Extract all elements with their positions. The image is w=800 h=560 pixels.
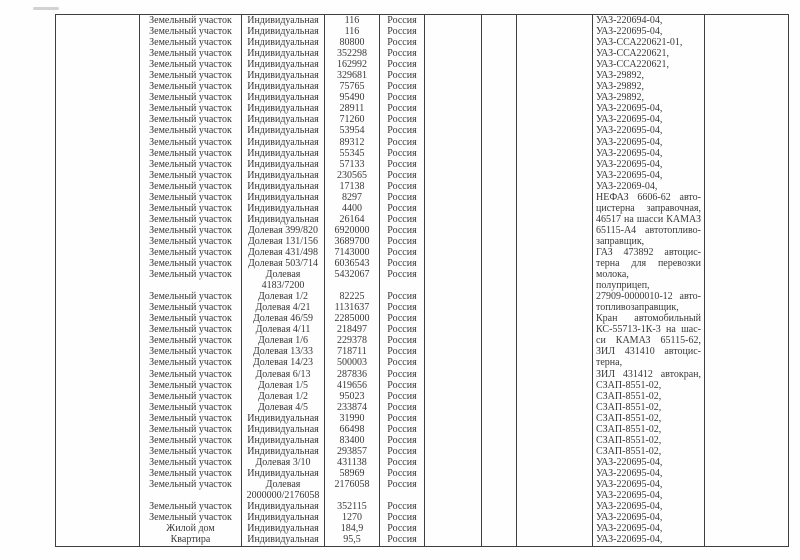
column-6-empty <box>425 15 482 546</box>
country-cell: Россия <box>387 523 417 535</box>
area-cell: 80800 <box>339 37 365 49</box>
area-cell: 1270 <box>342 512 362 524</box>
country-cell: Россия <box>387 70 417 82</box>
vehicle-line: КС-55713-1К-3 на шас- <box>596 324 701 336</box>
area-cell: 2285000 <box>334 313 370 325</box>
ownership-type-cell: Индивидуальная <box>247 114 319 126</box>
ownership-type-cell: Долевая 4/11 <box>255 324 311 336</box>
ownership-type-cell: Индивидуальная <box>247 523 319 535</box>
vehicle-line: ЗИЛ 431412 автокран, <box>596 368 701 380</box>
ownership-type-cell: Индивидуальная <box>247 147 319 159</box>
country-cell: Россия <box>387 302 417 314</box>
area-cell: 3689700 <box>334 235 370 247</box>
country-cell <box>380 490 424 501</box>
property-type-cell: Земельный участок <box>149 158 232 170</box>
ownership-type-cell: Индивидуальная <box>247 158 319 170</box>
area-cell: 95023 <box>339 390 365 402</box>
country-cell: Россия <box>387 169 417 181</box>
area-cell <box>325 280 379 291</box>
country-cell: Россия <box>387 445 417 457</box>
country-cell: Россия <box>387 246 417 258</box>
vehicle-line: УАЗ-29892, <box>596 81 644 93</box>
property-type-cell: Земельный участок <box>149 136 232 148</box>
ownership-type-cell: Индивидуальная <box>247 180 319 192</box>
area-cell <box>325 490 379 501</box>
area-cell: 352115 <box>337 501 367 513</box>
area-cell: 287836 <box>337 368 367 380</box>
scan-artifact <box>33 7 59 10</box>
ownership-type-cell: Долевая <box>265 269 301 281</box>
vehicle-line: УАЗ-220695-04, <box>596 501 663 513</box>
ownership-type-cell: Долевая 399/820 <box>247 224 319 236</box>
column-ownership-type <box>242 15 325 546</box>
vehicle-line: УАЗ-220695-04, <box>596 523 663 535</box>
vehicle-line: Кран автомобильный <box>596 313 701 325</box>
country-cell: Россия <box>387 467 417 479</box>
area-cell: 7143000 <box>334 246 370 258</box>
area-cell: 26164 <box>339 213 365 225</box>
vehicle-line: УАЗ-220695-04, <box>596 114 663 126</box>
vehicle-line: УАЗ-220694-04, <box>596 15 663 26</box>
area-cell: 2176058 <box>334 478 370 490</box>
ownership-type-cell: Индивидуальная <box>247 467 319 479</box>
area-cell: 184,9 <box>340 523 364 535</box>
ownership-type-cell: Индивидуальная <box>247 445 319 457</box>
ownership-type-cell: Индивидуальная <box>247 512 319 524</box>
property-type-cell: Земельный участок <box>149 202 232 214</box>
vehicle-line: молока, <box>596 269 629 281</box>
country-cell: Россия <box>387 213 417 225</box>
vehicle-line: СЗАП-8551-02, <box>596 379 662 391</box>
ownership-type-cell: Долевая 1/2 <box>257 291 309 303</box>
ownership-type-cell: Долевая 4/5 <box>257 401 309 413</box>
ownership-type-cell: Индивидуальная <box>247 70 319 82</box>
column-country <box>380 15 425 546</box>
vehicle-line: полуприцеп, <box>596 280 650 292</box>
country-cell: Россия <box>387 313 417 325</box>
ownership-type-cell: Индивидуальная <box>247 213 319 225</box>
area-cell: 293857 <box>337 445 367 457</box>
property-type-cell: Земельный участок <box>149 291 232 303</box>
country-cell: Россия <box>387 534 417 546</box>
property-type-cell: Земельный участок <box>149 81 232 93</box>
country-cell: Россия <box>387 59 417 71</box>
area-cell: 116 <box>344 15 360 26</box>
vehicle-line: заправщик, <box>596 235 645 247</box>
column-10-empty <box>705 15 788 546</box>
country-cell: Россия <box>387 401 417 413</box>
property-type-cell: Земельный участок <box>149 423 232 435</box>
ownership-type-cell: Индивидуальная <box>247 434 319 446</box>
property-type-cell: Земельный участок <box>149 92 232 104</box>
area-cell: 431138 <box>337 456 367 468</box>
area-cell: 75765 <box>339 81 365 93</box>
ownership-type-cell: Долевая 1/2 <box>257 390 309 402</box>
country-cell: Россия <box>387 346 417 358</box>
property-type-cell: Земельный участок <box>149 467 232 479</box>
ownership-type-cell: Индивидуальная <box>247 412 319 424</box>
area-cell: 95,5 <box>343 534 361 546</box>
vehicle-line: ГАЗ 473892 автоцис- <box>596 246 701 258</box>
vehicle-line: СЗАП-8551-02, <box>596 401 662 413</box>
vehicle-line: СЗАП-8551-02, <box>596 423 662 435</box>
ownership-type-cell: Долевая 4/21 <box>255 302 311 314</box>
vehicle-line: 27909-0000010-12 авто- <box>596 291 701 303</box>
ownership-type-cell: Индивидуальная <box>247 26 319 38</box>
property-type-cell: Земельный участок <box>149 478 232 490</box>
country-cell: Россия <box>387 478 417 490</box>
ownership-type-cell: Долевая 1/5 <box>257 379 309 391</box>
property-type-cell: Земельный участок <box>149 125 232 137</box>
area-cell: 31990 <box>339 412 365 424</box>
property-type-cell: Земельный участок <box>149 269 232 281</box>
vehicle-line: УАЗ-220695-04, <box>596 478 663 490</box>
country-cell: Россия <box>387 324 417 336</box>
area-cell: 53954 <box>339 125 365 137</box>
area-cell: 229378 <box>337 335 367 347</box>
property-type-cell: Земельный участок <box>149 26 232 38</box>
ownership-type-cell: Долевая 431/498 <box>247 246 319 258</box>
country-cell: Россия <box>387 125 417 137</box>
vehicle-line: УАЗ-220695-04, <box>596 169 663 181</box>
column-1-empty <box>56 15 140 546</box>
property-type-cell: Земельный участок <box>149 324 232 336</box>
area-cell: 82225 <box>339 291 365 303</box>
property-type-cell: Земельный участок <box>149 379 232 391</box>
property-type-cell: Земельный участок <box>149 258 232 270</box>
property-type-cell: Земельный участок <box>149 456 232 468</box>
country-cell: Россия <box>387 202 417 214</box>
area-cell: 1131637 <box>334 302 370 314</box>
country-cell: Россия <box>387 103 417 115</box>
ownership-type-cell: Индивидуальная <box>247 534 319 546</box>
property-type-cell: Земельный участок <box>149 313 232 325</box>
ownership-type-cell: Индивидуальная <box>247 81 319 93</box>
area-cell: 95490 <box>339 92 365 104</box>
area-cell: 6036543 <box>334 258 370 270</box>
property-type-cell: Квартира <box>170 534 211 546</box>
property-declaration-table <box>55 14 789 547</box>
country-cell: Россия <box>387 191 417 203</box>
vehicle-line: НЕФАЗ 6606-62 авто- <box>596 191 701 203</box>
ownership-type-cell: Индивидуальная <box>247 169 319 181</box>
property-type-cell: Земельный участок <box>149 191 232 203</box>
country-cell: Россия <box>387 434 417 446</box>
property-type-cell <box>140 280 241 291</box>
ownership-type-cell: Индивидуальная <box>247 48 319 60</box>
area-cell: 500003 <box>337 357 367 369</box>
country-cell: Россия <box>387 357 417 369</box>
column-8-empty <box>517 15 593 546</box>
property-type-cell: Земельный участок <box>149 169 232 181</box>
vehicle-line: УАЗ-220695-04, <box>596 26 663 38</box>
property-type-cell: Земельный участок <box>149 59 232 71</box>
ownership-type-cell: Индивидуальная <box>247 15 319 26</box>
vehicle-line: УАЗ-220695-04, <box>596 512 663 524</box>
property-type-cell: Земельный участок <box>149 501 232 513</box>
area-cell: 17138 <box>339 180 365 192</box>
vehicle-line: УАЗ-220695-04, <box>596 136 663 148</box>
ownership-type-cell: 2000000/2176058 <box>246 490 320 502</box>
area-cell: 6920000 <box>334 224 370 236</box>
ownership-type-cell: Долевая 13/33 <box>252 346 314 358</box>
area-cell: 89312 <box>339 136 365 148</box>
vehicle-line: УАЗ-29892, <box>596 70 644 82</box>
area-cell: 4400 <box>342 202 362 214</box>
property-type-cell: Земельный участок <box>149 224 232 236</box>
country-cell: Россия <box>387 37 417 49</box>
area-cell: 28911 <box>339 103 365 115</box>
country-cell: Россия <box>387 26 417 38</box>
property-type-cell: Земельный участок <box>149 114 232 126</box>
vehicle-line: цистерна заправочная, <box>596 202 701 214</box>
area-cell: 55345 <box>339 147 365 159</box>
country-cell: Россия <box>387 147 417 159</box>
vehicle-line: УАЗ-ССА220621, <box>596 48 670 60</box>
property-type-cell: Жилой дом <box>166 523 215 535</box>
column-area <box>325 15 380 546</box>
vehicle-line: СЗАП-8551-02, <box>596 412 662 424</box>
country-cell: Россия <box>387 224 417 236</box>
area-cell: 57133 <box>339 158 365 170</box>
column-7-empty <box>482 15 517 546</box>
vehicle-line: 65115-А4 автотопливо- <box>596 224 701 236</box>
ownership-type-cell: Индивидуальная <box>247 501 319 513</box>
vehicle-line: УАЗ-220695-04, <box>596 125 663 137</box>
country-cell: Россия <box>387 258 417 270</box>
country-cell: Россия <box>387 335 417 347</box>
column-property-type <box>140 15 242 546</box>
area-cell: 352298 <box>337 48 367 60</box>
country-cell: Россия <box>387 456 417 468</box>
vehicle-line: УАЗ-220695-04, <box>596 158 663 170</box>
ownership-type-cell: Долевая 131/156 <box>247 235 319 247</box>
area-cell: 5432067 <box>334 269 370 281</box>
vehicle-line: УАЗ-22069-04, <box>596 180 658 192</box>
property-type-cell: Земельный участок <box>149 180 232 192</box>
ownership-type-cell: Индивидуальная <box>247 125 319 137</box>
ownership-type-cell: Долевая 46/59 <box>252 313 314 325</box>
area-cell: 8297 <box>342 191 362 203</box>
area-cell: 329681 <box>337 70 367 82</box>
ownership-type-cell: Индивидуальная <box>247 103 319 115</box>
property-type-cell: Земельный участок <box>149 103 232 115</box>
vehicle-line: УАЗ-29892, <box>596 92 644 104</box>
property-type-cell: Земельный участок <box>149 246 232 258</box>
property-type-cell <box>140 490 241 501</box>
country-cell: Россия <box>387 291 417 303</box>
area-cell: 230565 <box>337 169 367 181</box>
country-cell: Россия <box>387 81 417 93</box>
property-type-cell: Земельный участок <box>149 235 232 247</box>
country-cell: Россия <box>387 235 417 247</box>
ownership-type-cell: Индивидуальная <box>247 136 319 148</box>
property-type-cell: Земельный участок <box>149 15 232 26</box>
vehicle-line: 46517 на шасси КАМАЗ <box>596 213 701 225</box>
vehicle-line: УАЗ-220695-04, <box>596 103 663 115</box>
country-cell: Россия <box>387 368 417 380</box>
country-cell: Россия <box>387 92 417 104</box>
area-cell: 116 <box>344 26 360 38</box>
vehicle-line: СЗАП-8551-02, <box>596 434 662 446</box>
vehicle-line: ЗИЛ 431410 автоцис- <box>596 346 701 358</box>
area-cell: 66498 <box>339 423 365 435</box>
area-cell: 58969 <box>339 467 365 479</box>
country-cell: Россия <box>387 158 417 170</box>
country-cell: Россия <box>387 114 417 126</box>
property-type-cell: Земельный участок <box>149 147 232 159</box>
country-cell: Россия <box>387 269 417 281</box>
ownership-type-cell: Индивидуальная <box>247 191 319 203</box>
ownership-type-cell: 4183/7200 <box>261 280 305 292</box>
vehicle-line: УАЗ-220695-04, <box>596 456 663 468</box>
vehicle-line: УАЗ-220695-04, <box>596 467 663 479</box>
country-cell: Россия <box>387 379 417 391</box>
property-type-cell: Земельный участок <box>149 412 232 424</box>
ownership-type-cell: Долевая 1/6 <box>257 335 309 347</box>
area-cell: 162992 <box>337 59 367 71</box>
area-cell: 83400 <box>339 434 365 446</box>
vehicle-line: терна для перевозки <box>596 258 701 270</box>
area-cell: 233874 <box>337 401 367 413</box>
ownership-type-cell: Долевая 503/714 <box>247 258 319 270</box>
area-cell: 718711 <box>337 346 367 358</box>
property-type-cell: Земельный участок <box>149 512 232 524</box>
country-cell <box>380 280 424 291</box>
ownership-type-cell: Индивидуальная <box>247 423 319 435</box>
ownership-type-cell: Индивидуальная <box>247 37 319 49</box>
vehicle-line: УАЗ-220695-04, <box>596 490 663 502</box>
vehicle-line: топливозаправщик, <box>596 302 679 314</box>
country-cell: Россия <box>387 180 417 192</box>
area-cell: 218497 <box>337 324 367 336</box>
vehicle-line: УАЗ-ССА220621, <box>596 59 670 71</box>
property-type-cell: Земельный участок <box>149 70 232 82</box>
country-cell: Россия <box>387 390 417 402</box>
country-cell: Россия <box>387 501 417 513</box>
vehicle-line: УАЗ-220695-04, <box>596 147 663 159</box>
property-type-cell: Земельный участок <box>149 37 232 49</box>
country-cell: Россия <box>387 412 417 424</box>
ownership-type-cell: Долевая 3/10 <box>255 456 311 468</box>
vehicle-line: си КАМАЗ 65115-62, <box>596 335 701 347</box>
property-type-cell: Земельный участок <box>149 335 232 347</box>
ownership-type-cell: Индивидуальная <box>247 59 319 71</box>
property-type-cell: Земельный участок <box>149 445 232 457</box>
ownership-type-cell: Индивидуальная <box>247 202 319 214</box>
property-type-cell: Земельный участок <box>149 48 232 60</box>
column-vehicles <box>593 15 705 546</box>
area-cell: 419656 <box>337 379 367 391</box>
ownership-type-cell: Долевая <box>265 478 301 490</box>
property-type-cell: Земельный участок <box>149 368 232 380</box>
area-cell: 71260 <box>339 114 365 126</box>
vehicle-line: СЗАП-8551-02, <box>596 390 662 402</box>
country-cell: Россия <box>387 136 417 148</box>
ownership-type-cell: Индивидуальная <box>247 92 319 104</box>
vehicle-line: УАЗ-220695-04, <box>596 534 663 546</box>
property-type-cell: Земельный участок <box>149 434 232 446</box>
country-cell: Россия <box>387 15 417 26</box>
property-type-cell: Земельный участок <box>149 302 232 314</box>
country-cell: Россия <box>387 423 417 435</box>
ownership-type-cell: Долевая 6/13 <box>255 368 311 380</box>
property-type-cell: Земельный участок <box>149 357 232 369</box>
vehicle-line: СЗАП-8551-02, <box>596 445 662 457</box>
vehicle-line: терна, <box>596 357 623 369</box>
property-type-cell: Земельный участок <box>149 401 232 413</box>
vehicle-line: УАЗ-ССА220621-01, <box>596 37 683 49</box>
property-type-cell: Земельный участок <box>149 213 232 225</box>
ownership-type-cell: Долевая 14/23 <box>252 357 314 369</box>
property-type-cell: Земельный участок <box>149 390 232 402</box>
country-cell: Россия <box>387 512 417 524</box>
property-type-cell: Земельный участок <box>149 346 232 358</box>
country-cell: Россия <box>387 48 417 60</box>
